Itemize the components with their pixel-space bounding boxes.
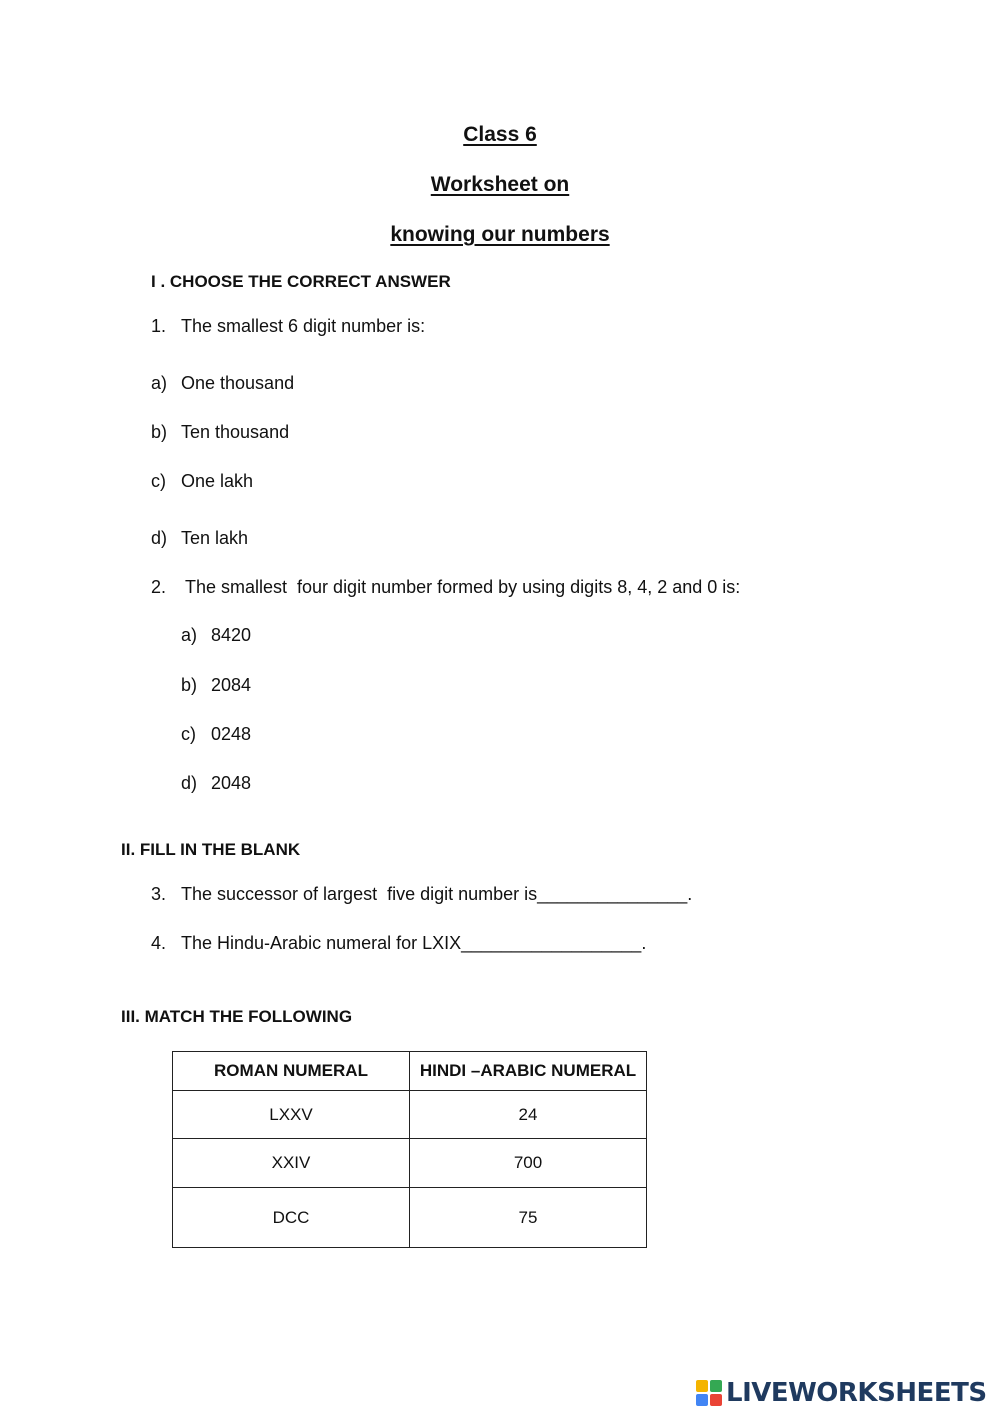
table-row	[173, 1188, 647, 1248]
table-cell: LXXV	[173, 1091, 410, 1139]
logo-icon	[696, 1380, 722, 1406]
option-label: a)	[151, 373, 168, 393]
question-text: The successor of largest five digit number is_______________.	[181, 884, 693, 904]
logo-square	[696, 1394, 708, 1406]
section-heading-choose: I . CHOOSE THE CORRECT ANSWER	[151, 272, 451, 291]
section-heading-match: III. MATCH THE FOLLOWING	[121, 1007, 353, 1026]
liveworksheets-logo	[696, 1375, 987, 1411]
question-text: The smallest 6 digit number is:	[181, 316, 426, 336]
table-header-row	[173, 1052, 647, 1091]
option-item[interactable]	[151, 422, 289, 443]
option-text: One lakh	[181, 471, 254, 491]
option-item[interactable]	[181, 724, 251, 745]
question-1	[151, 316, 425, 337]
option-label: b)	[151, 422, 168, 442]
option-label: d)	[181, 773, 198, 793]
table-cell: 75	[410, 1188, 647, 1248]
option-text: 0248	[211, 724, 252, 744]
option-label: c)	[151, 471, 166, 491]
logo-square	[696, 1380, 708, 1392]
section-heading-fill: II. FILL IN THE BLANK	[121, 840, 301, 859]
question-number: 1.	[151, 316, 167, 336]
logo-square	[710, 1380, 722, 1392]
table-cell: 700	[410, 1139, 647, 1188]
question-3[interactable]	[151, 884, 692, 905]
option-label: d)	[151, 528, 168, 548]
question-text: The smallest four digit number formed by using digits 8, 4, 2 and 0 is:	[185, 577, 741, 597]
option-text: One thousand	[181, 373, 295, 393]
question-number: 3.	[151, 884, 167, 904]
page-title: Class 6	[463, 123, 537, 146]
table-row	[173, 1139, 647, 1188]
question-2	[151, 577, 740, 598]
option-item[interactable]	[151, 471, 253, 492]
option-text: Ten lakh	[181, 528, 249, 548]
question-number: 4.	[151, 933, 167, 953]
option-text: Ten thousand	[181, 422, 290, 442]
question-4[interactable]	[151, 933, 646, 954]
option-label: a)	[181, 625, 198, 645]
option-item[interactable]	[181, 773, 251, 794]
option-label: b)	[181, 675, 198, 695]
option-label: c)	[181, 724, 196, 744]
table-row	[173, 1091, 647, 1139]
match-table	[172, 1051, 647, 1248]
option-text: 8420	[211, 625, 252, 645]
column-header-roman: ROMAN NUMERAL	[173, 1052, 410, 1091]
table-cell: 24	[410, 1091, 647, 1139]
option-item[interactable]	[151, 528, 248, 549]
worksheet-topic: knowing our numbers	[390, 223, 610, 246]
option-text: 2048	[211, 773, 252, 793]
column-header-arabic: HINDI –ARABIC NUMERAL	[410, 1052, 647, 1091]
worksheet-subtitle: Worksheet on	[430, 173, 570, 196]
question-number: 2.	[151, 577, 167, 597]
table-cell: DCC	[173, 1188, 410, 1248]
option-item[interactable]	[181, 625, 251, 646]
option-item[interactable]	[181, 675, 251, 696]
logo-square	[710, 1394, 722, 1406]
question-text: The Hindu-Arabic numeral for LXIX__________________.	[181, 933, 647, 953]
table-cell: XXIV	[173, 1139, 410, 1188]
logo-text: LIVEWORKSHEETS	[726, 1378, 987, 1408]
option-item[interactable]	[151, 373, 294, 394]
option-text: 2084	[211, 675, 252, 695]
